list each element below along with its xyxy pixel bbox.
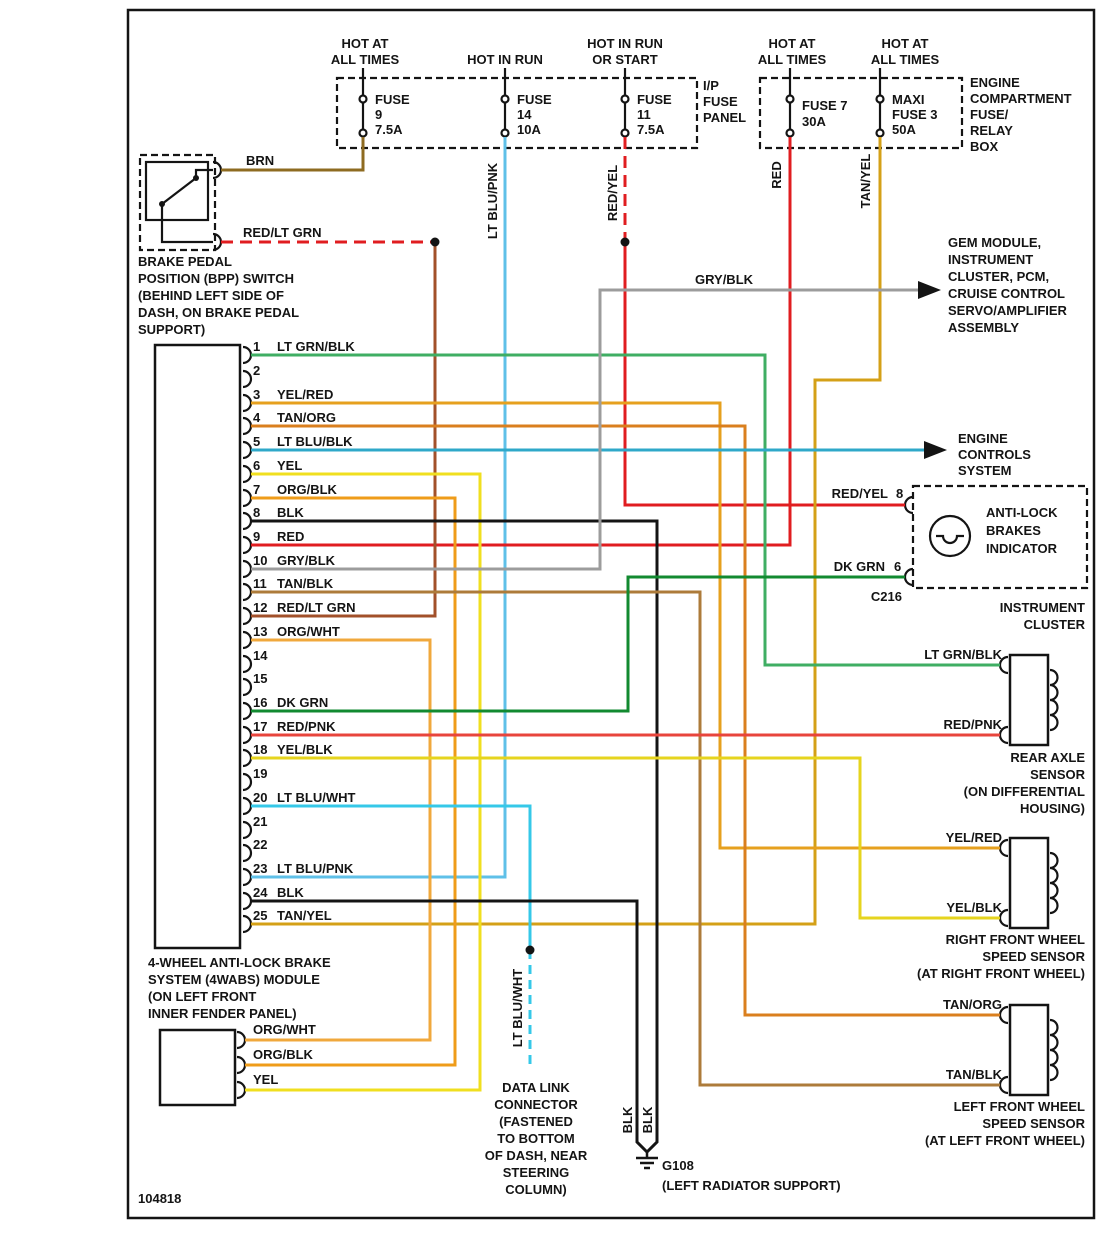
ip-fuse-panel [331,36,1072,154]
hot-in-run-label: HOT IN RUN [467,52,543,67]
g108-label: G108 [662,1158,694,1173]
abs-module-box [155,345,240,948]
instrument-cluster-label: INSTRUMENT CLUSTER [999,600,1085,632]
abs-module [148,339,356,1021]
pin-label: TAN/YEL [277,908,332,923]
pin-number: 14 [253,648,268,663]
fuse-7-label: FUSE 7 30A [802,98,848,129]
pin-number: 10 [253,553,268,568]
coil-icon [1050,1020,1058,1080]
indicator-wire-dk-grn-label: DK GRN [833,559,885,574]
pin-label: RED/LT GRN [277,600,356,615]
hot-in-run-or-start-label: HOT IN RUN OR START [587,36,663,67]
rear-axle-sensor [924,647,1085,816]
engine-compartment-label: ENGINE COMPARTMENT FUSE/ RELAY BOX [970,75,1072,154]
fuse-11-label: FUSE 11 7.5A [637,92,672,137]
pin-number: 25 [253,908,268,923]
pin-label: RED/PNK [277,719,336,734]
coil-icon [1050,853,1058,913]
pin-label: LT BLU/WHT [277,790,356,805]
fuse-9-label: FUSE 9 7.5A [375,92,410,137]
pin-number: 3 [253,387,261,402]
pin-number: 4 [253,410,261,425]
right-front-wire-yel-blk-label: YEL/BLK [946,900,1002,915]
wire-gry-blk [251,290,918,569]
indicator-pin-8: 8 [896,486,904,501]
pin-label: BLK [277,885,304,900]
right-front-wire-yel-red-label: YEL/RED [945,830,1002,845]
pin-number: 1 [253,339,261,354]
wire-red-lt-grn-label: RED/LT GRN [243,225,322,240]
g108-sub-label: (LEFT RADIATOR SUPPORT) [662,1178,841,1193]
gem-module-label: GEM MODULE, INSTRUMENT CLUSTER, PCM, CRUISE CONTROL SERVO/AMPLIFIER ASSEMBLY [948,235,1067,335]
wires [221,137,1000,1152]
pin-number: 15 [253,671,268,686]
rear-axle-wire-lt-grn-blk-label: LT GRN/BLK [924,647,1002,662]
left-front-wire-tan-org-label: TAN/ORG [943,997,1002,1012]
accel-wire-yel-label: YEL [253,1072,279,1087]
left-front-sensor-box [1010,1005,1048,1095]
pin-number: 6 [253,458,261,473]
pin-label: ORG/WHT [277,624,340,639]
rear-axle-wire-red-pnk-label: RED/PNK [943,717,1002,732]
pin-number: 17 [253,719,268,734]
pin-number: 13 [253,624,268,639]
pin-number: 12 [253,600,268,615]
pin-number: 20 [253,790,268,805]
pin-label: RED [277,529,305,544]
right-front-sensor-label: RIGHT FRONT WHEEL SPEED SENSOR (AT RIGHT FRONT WHEEL) [916,932,1085,981]
pin-number: 8 [253,505,261,520]
left-front-wheel-sensor [925,997,1086,1148]
wire-brn [221,137,363,170]
pin-number: 18 [253,742,268,757]
indicator-connector-arc-6 [905,569,913,585]
ip-fuse-panel-label: I/P FUSE PANEL [703,78,747,125]
pin-number: 7 [253,482,261,497]
pin-number: 5 [253,434,261,449]
pin-number: 24 [253,885,268,900]
wire-blk-label-1: BLK [620,1106,635,1134]
wire-dk-grn [251,577,905,711]
accel-connector-arc-3 [237,1082,245,1098]
pin-number: 16 [253,695,268,710]
pin-number: 11 [253,576,267,591]
wire-lt-blu-wht-label: LT BLU/WHT [510,968,525,1048]
pin-label: YEL/BLK [277,742,333,757]
engine-controls-label: ENGINE CONTROLS SYSTEM [958,431,1031,478]
pin-number: 9 [253,529,261,544]
hot-at-all-times-label-1: HOT AT ALL TIMES [330,36,400,67]
junction-dot [526,946,535,955]
left-front-wire-tan-blk-label: TAN/BLK [945,1067,1002,1082]
acceleration-sensor-box [160,1030,235,1105]
wire-tan-org [251,426,1000,1015]
switch-icon [159,170,213,242]
accel-connector-arc-2 [237,1057,245,1073]
left-front-sensor-label: LEFT FRONT WHEEL SPEED SENSOR (AT LEFT FRONT WHEEL) [924,1099,1085,1148]
pin-label: YEL [277,458,303,473]
accel-wire-org-wht-label: ORG/WHT [253,1022,316,1037]
engine-controls-destination [924,431,1031,478]
bpp-switch [138,155,299,337]
pin-label: LT BLU/PNK [277,861,354,876]
hot-at-all-times-label-3: HOT AT ALL TIMES [870,36,940,67]
wire-blk-label-2: BLK [640,1106,655,1134]
accel-connector-arc-1 [237,1032,245,1048]
abs-indicator-label: ANTI-LOCK BRAKES INDICATOR [986,505,1058,556]
right-arrow-icon [924,441,947,459]
pin-label: LT GRN/BLK [277,339,355,354]
connector-c216-label: C216 [870,589,902,604]
coil-icon [1050,670,1058,730]
pin-label: YEL/RED [277,387,334,402]
indicator-connector-arc-8 [905,497,913,513]
wire-lt-blu-pnk-label: LT BLU/PNK [485,162,500,240]
module-pins [243,339,356,932]
accel-wire-org-blk-label: ORG/BLK [253,1047,313,1062]
junction-dot [621,238,630,247]
data-link-connector-label: DATA LINK CONNECTOR (FASTENED TO BOTTOM OF DASH, NEAR STEERING COLUMN) [484,1080,588,1197]
ground-icon [636,1152,658,1168]
gem-module-destination [918,235,1068,335]
wire-red-label: RED [769,161,784,189]
right-arrow-icon [918,281,941,299]
rear-axle-sensor-label: REAR AXLE SENSOR (ON DIFFERENTIAL HOUSING) [963,750,1085,816]
bpp-switch-label: BRAKE PEDAL POSITION (BPP) SWITCH (BEHIND LEFT SIDE OF DASH, ON BRAKE PEDAL SUPPORT) [138,254,300,337]
maxi-fuse-3-label: MAXI FUSE 3 50A [892,92,938,137]
rear-axle-sensor-box [1010,655,1048,745]
abs-module-label: 4-WHEEL ANTI-LOCK BRAKE SYSTEM (4WABS) MODULE (ON LEFT FRONT INNER FENDER PANEL) [148,955,331,1021]
wire-yel-blk [251,758,1000,918]
right-front-wheel-sensor [917,830,1086,981]
wire-tan-yel-label: TAN/YEL [858,153,873,209]
wire-red-yel-label: RED/YEL [605,164,620,222]
pin-label: DK GRN [277,695,329,710]
wire-brn-label: BRN [246,153,275,168]
pin-number: 22 [253,837,268,852]
pin-label: TAN/ORG [277,410,336,425]
pin-number: 23 [253,861,268,876]
indicator-wire-red-yel-label: RED/YEL [831,486,888,501]
pin-number: 19 [253,766,268,781]
bulb-icon [930,516,970,556]
pin-label: BLK [277,505,304,520]
indicator-pin-6: 6 [894,559,902,574]
pin-label: ORG/BLK [277,482,337,497]
pin-number: 2 [253,363,261,378]
hot-at-all-times-label-2: HOT AT ALL TIMES [757,36,827,67]
junction-dot [431,238,440,247]
wire-gry-blk-label: GRY/BLK [695,272,754,287]
abs-indicator [832,486,1087,632]
pin-label: GRY/BLK [277,553,336,568]
fuse-14-label: FUSE 14 10A [517,92,552,137]
doc-number: 104818 [138,1191,182,1206]
pin-label: TAN/BLK [277,576,334,591]
right-front-sensor-box [1010,838,1048,928]
ground-g108 [636,1152,841,1193]
pin-label: LT BLU/BLK [277,434,353,449]
pin-number: 21 [253,814,268,829]
